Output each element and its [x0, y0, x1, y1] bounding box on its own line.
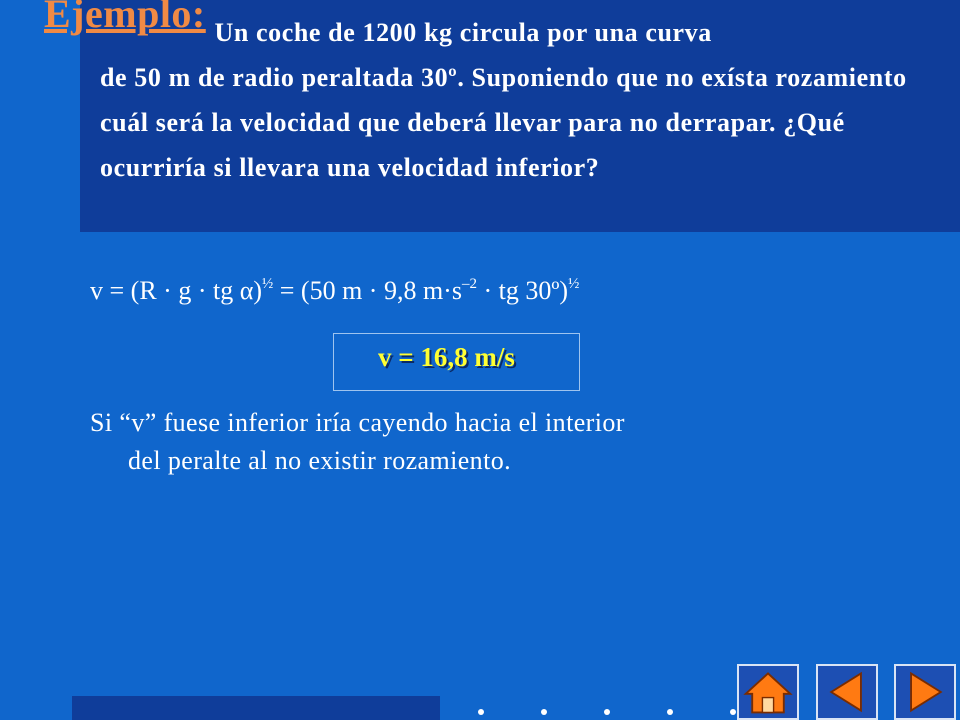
result-value: v = 16,8 m/s: [378, 342, 515, 372]
formula-part-2: ): [253, 276, 262, 305]
previous-icon: [818, 666, 876, 718]
next-icon: [896, 666, 954, 718]
formula: [90, 276, 579, 306]
example-heading: Ejemplo:: [44, 0, 206, 36]
formula-part-4: · tg 30º): [476, 276, 569, 305]
formula-exponent-3: ½: [568, 276, 580, 292]
footer-dot: [541, 709, 547, 715]
formula-exponent-1: ½: [262, 276, 274, 292]
footer-dot: [730, 709, 736, 715]
home-icon: [739, 666, 797, 718]
previous-button[interactable]: [816, 664, 878, 720]
formula-exponent-2: –2: [461, 276, 477, 292]
formula-part-3: = (50 m · 9,8 m·s: [273, 276, 462, 305]
problem-rest: de 50 m de radio peraltada 30º. Suponiendo que no exísta rozamiento cuál será la velocidad que deberá llevar para no derrapar. ¿Qué ocurriría si llevara una velocidad inferior?: [100, 63, 907, 182]
footer-dot: [667, 709, 673, 715]
next-button[interactable]: [894, 664, 956, 720]
formula-part-1: v = (R · g · tg: [90, 276, 240, 305]
formula-alpha: α: [239, 276, 254, 305]
conclusion: [90, 404, 850, 480]
footer-dot: [478, 709, 484, 715]
result-box: [333, 333, 580, 391]
footer-dot: [604, 709, 610, 715]
footer-bar: [72, 696, 440, 720]
conclusion-line-2: del peralte al no existir rozamiento.: [128, 446, 511, 475]
problem-statement: [100, 10, 940, 190]
conclusion-line-1: Si “v” fuese inferior iría cayendo hacia el interior: [90, 408, 625, 437]
home-button[interactable]: [737, 664, 799, 720]
problem-line-1: Un coche de 1200 kg circula por una curva: [214, 18, 712, 47]
